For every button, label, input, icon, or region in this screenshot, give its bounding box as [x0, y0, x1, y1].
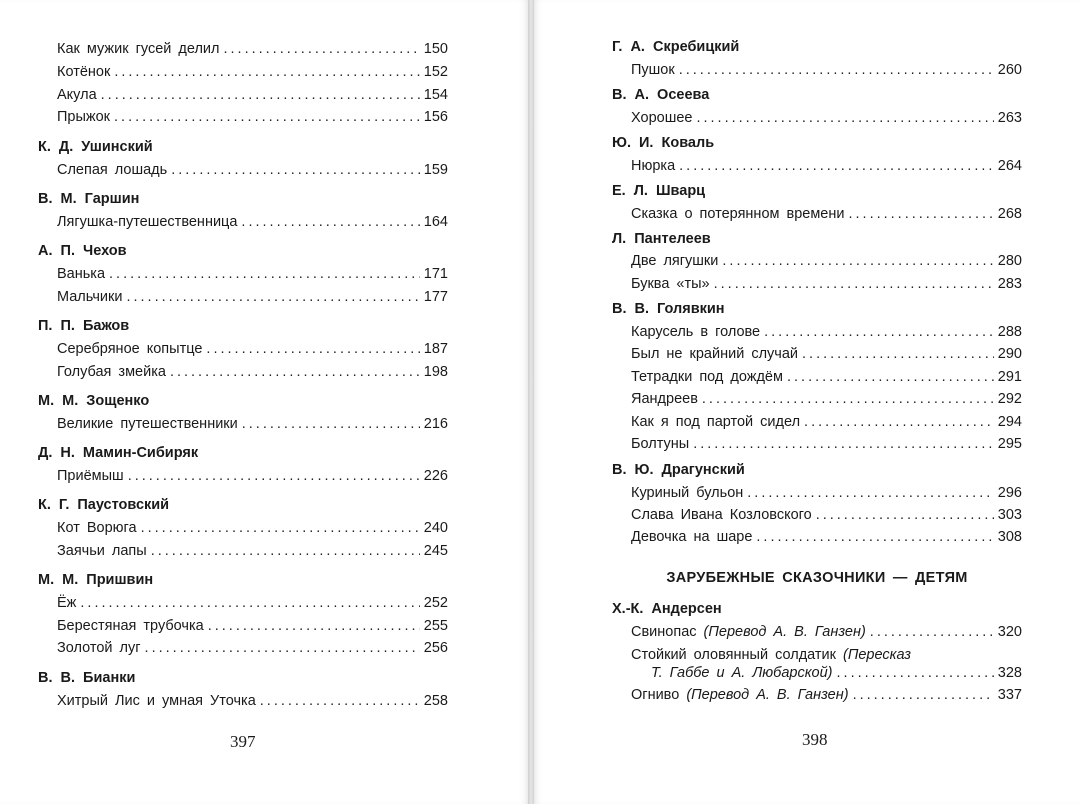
- toc-author-heading: А. П. Чехов: [38, 243, 127, 259]
- toc-entry-title: Котёнок: [57, 64, 111, 80]
- toc-entry-page: 156: [423, 109, 448, 125]
- toc-entry-title: Хитрый Лис и умная Уточка: [57, 693, 256, 709]
- toc-entry-page: 152: [423, 64, 448, 80]
- page-number: 397: [230, 732, 256, 751]
- toc-leader-dots: [145, 639, 420, 657]
- toc-entry-note: (Пересказ: [843, 647, 911, 663]
- toc-leader-dots: [128, 467, 420, 485]
- toc-leader-dots: [260, 692, 420, 710]
- toc-leader-dots: [696, 109, 993, 127]
- toc-entry-page: 258: [423, 693, 448, 709]
- toc-leader-dots: [870, 623, 994, 641]
- toc-entry: [57, 363, 448, 381]
- toc-entry-title: Берестяная трубочка: [57, 618, 204, 634]
- toc-leader-dots: [109, 265, 420, 283]
- toc-author-heading: П. П. Бажов: [38, 318, 130, 334]
- toc-entry: [57, 519, 448, 537]
- toc-entry-title: Девочка на шаре: [631, 529, 753, 545]
- toc-entry: [631, 157, 1022, 175]
- toc-entry: [57, 340, 448, 358]
- right-page: [534, 0, 1080, 804]
- toc-entry: [631, 252, 1022, 270]
- toc-entry-title-text: Огниво: [631, 687, 680, 703]
- toc-author-heading: Ю. И. Коваль: [612, 135, 715, 151]
- toc-entry-title: Слепая лошадь: [57, 162, 168, 178]
- toc-entry: [57, 86, 448, 104]
- toc-author-heading: Е. Л. Шварц: [612, 183, 706, 199]
- toc-entry: [57, 617, 448, 635]
- toc-author-heading: В. В. Бианки: [38, 670, 136, 686]
- toc-entry-title: Приёмыш: [57, 468, 124, 484]
- toc-entry: [631, 623, 1022, 641]
- toc-entry-title: Две лягушки: [631, 253, 719, 269]
- toc-entry-title: Акула: [57, 87, 97, 103]
- toc-entry-title-text: Свинопас: [631, 624, 697, 640]
- toc-entry-page: 256: [423, 640, 448, 656]
- toc-author-heading: К. Д. Ушинский: [38, 139, 153, 155]
- toc-entry: [631, 528, 1022, 546]
- toc-entry-title: Куриный бульон: [631, 485, 744, 501]
- toc-entry-page: 159: [423, 162, 448, 178]
- toc-entry: [57, 415, 448, 433]
- toc-author-heading: Х.-К. Андерсен: [612, 601, 722, 617]
- toc-entry-title: Пушок: [631, 62, 675, 78]
- toc-leader-dots: [787, 368, 994, 386]
- toc-leader-dots: [848, 205, 993, 223]
- toc-entry: [57, 467, 448, 485]
- toc-author-heading: Д. Н. Мамин-Сибиряк: [38, 445, 199, 461]
- toc-entry-page: 290: [997, 346, 1022, 362]
- toc-entry-page: 171: [423, 266, 448, 282]
- toc-entry-page: 187: [423, 341, 448, 357]
- toc-author-heading: М. М. Зощенко: [38, 393, 150, 409]
- toc-entry-page: 164: [423, 214, 448, 230]
- toc-leader-dots: [722, 252, 993, 270]
- toc-entry: [631, 323, 1022, 341]
- toc-entry-title: Мальчики: [57, 289, 123, 305]
- toc-leader-dots: [714, 275, 994, 293]
- toc-entry: [631, 205, 1022, 223]
- toc-entry: [57, 542, 448, 560]
- toc-leader-dots: [114, 63, 419, 81]
- toc-entry-page: 252: [423, 595, 448, 611]
- toc-entry-page: 268: [997, 206, 1022, 222]
- toc-entry-page: 283: [997, 276, 1022, 292]
- toc-author-heading: Г. А. Скребицкий: [612, 39, 740, 55]
- toc-entry-page: 263: [997, 110, 1022, 126]
- page-number: 398: [802, 730, 828, 749]
- toc-entry-page: 337: [997, 687, 1022, 703]
- toc-entry: [631, 275, 1022, 293]
- toc-author-heading: В. В. Голявкин: [612, 301, 725, 317]
- toc-entry-page: 216: [423, 416, 448, 432]
- toc-entry: [57, 213, 448, 231]
- toc-entry-line2: [631, 664, 1022, 682]
- toc-author-heading: В. Ю. Драгунский: [612, 462, 745, 478]
- toc-leader-dots: [679, 61, 994, 79]
- toc-leader-dots: [804, 413, 994, 431]
- toc-entry: [57, 639, 448, 657]
- toc-entry: [57, 265, 448, 283]
- toc-entry-page: 264: [997, 158, 1022, 174]
- toc-entry-title: Как мужик гусей делил: [57, 41, 220, 57]
- toc-author-heading: В. М. Гаршин: [38, 191, 140, 207]
- toc-entry: [57, 594, 448, 612]
- toc-entry-title: [631, 623, 866, 641]
- toc-leader-dots: [223, 40, 419, 58]
- toc-leader-dots: [101, 86, 420, 104]
- toc-entry: [631, 61, 1022, 79]
- toc-author-heading: В. А. Осеева: [612, 87, 710, 103]
- toc-entry-page: 198: [423, 364, 448, 380]
- toc-entry-page: 255: [423, 618, 448, 634]
- toc-leader-dots: [141, 519, 420, 537]
- toc-entry-page: 288: [997, 324, 1022, 340]
- toc-leader-dots: [747, 484, 994, 502]
- toc-entry-page: 177: [423, 289, 448, 305]
- toc-entry-title: Голубая змейка: [57, 364, 166, 380]
- toc-entry-page: 245: [423, 543, 448, 559]
- toc-entry: [631, 413, 1022, 431]
- toc-leader-dots: [241, 213, 419, 231]
- toc-entry-title: Лягушка-путешественница: [57, 214, 238, 230]
- toc-entry-title: Великие путешественники: [57, 416, 238, 432]
- toc-entry-page: 308: [997, 529, 1022, 545]
- toc-entry-page: 240: [423, 520, 448, 536]
- toc-leader-dots: [206, 340, 419, 358]
- toc-entry: [57, 40, 448, 58]
- toc-entry-title: Яандреев: [631, 391, 698, 407]
- toc-entry: [57, 63, 448, 81]
- toc-entry: [57, 288, 448, 306]
- toc-entry-title: Сказка о потерянном времени: [631, 206, 845, 222]
- toc-entry: [57, 161, 448, 179]
- toc-entry-page: 154: [423, 87, 448, 103]
- toc-leader-dots: [208, 617, 420, 635]
- toc-entry-title: Хорошее: [631, 110, 693, 126]
- toc-leader-dots: [702, 390, 994, 408]
- toc-leader-dots: [802, 345, 994, 363]
- toc-leader-dots: [764, 323, 994, 341]
- toc-entry-title: Серебряное копытце: [57, 341, 203, 357]
- toc-leader-dots: [171, 161, 420, 179]
- section-heading: ЗАРУБЕЖНЫЕ СКАЗОЧНИКИ — ДЕТЯМ: [666, 570, 968, 586]
- toc-author-heading: М. М. Пришвин: [38, 572, 154, 588]
- toc-entry-title: Заячьи лапы: [57, 543, 147, 559]
- toc-entry-title: Кот Ворюга: [57, 520, 137, 536]
- toc-entry: [57, 108, 448, 126]
- toc-entry-page: 292: [997, 391, 1022, 407]
- toc-entry-title-text: Стойкий оловянный солдатик: [631, 647, 836, 663]
- toc-entry-line1: [631, 646, 1022, 664]
- toc-entry-title: [631, 686, 849, 704]
- toc-entry-title: Нюрка: [631, 158, 676, 174]
- toc-entry-title: Слава Ивана Козловского: [631, 507, 812, 523]
- toc-leader-dots: [837, 664, 994, 682]
- toc-author-heading: Л. Пантелеев: [612, 231, 711, 247]
- toc-entry: [631, 646, 1022, 682]
- toc-entry-title: Был не крайний случай: [631, 346, 799, 362]
- toc-entry-title: Как я под партой сидел: [631, 414, 801, 430]
- toc-entry: [631, 484, 1022, 502]
- toc-entry: [631, 686, 1022, 704]
- toc-entry-page: 328: [997, 665, 1022, 681]
- toc-entry-title: Тетрадки под дождём: [631, 369, 783, 385]
- toc-entry: [631, 109, 1022, 127]
- toc-leader-dots: [853, 686, 994, 704]
- toc-leader-dots: [151, 542, 420, 560]
- toc-entry-page: 294: [997, 414, 1022, 430]
- toc-entry-title: Карусель в голове: [631, 324, 761, 340]
- toc-entry-page: 303: [997, 507, 1022, 523]
- toc-entry: [631, 368, 1022, 386]
- toc-entry-title: Прыжок: [57, 109, 111, 125]
- toc-entry-title: Ванька: [57, 266, 106, 282]
- toc-author-heading: К. Г. Паустовский: [38, 497, 170, 513]
- toc-entry-page: 291: [997, 369, 1022, 385]
- toc-entry-title: Ёж: [57, 595, 77, 611]
- toc-entry-title: Золотой луг: [57, 640, 141, 656]
- toc-leader-dots: [126, 288, 419, 306]
- toc-leader-dots: [816, 506, 994, 524]
- toc-entry-title: Буква «ты»: [631, 276, 710, 292]
- toc-entry-note: (Перевод А. В. Ганзен): [686, 687, 849, 703]
- toc-entry-page: 226: [423, 468, 448, 484]
- toc-entry: [57, 692, 448, 710]
- toc-entry-note: (Перевод А. В. Ганзен): [703, 624, 866, 640]
- toc-leader-dots: [80, 594, 419, 612]
- toc-entry-page: 295: [997, 436, 1022, 452]
- toc-leader-dots: [693, 435, 994, 453]
- toc-entry: [631, 345, 1022, 363]
- toc-entry-page: 280: [997, 253, 1022, 269]
- toc-entry-page: 260: [997, 62, 1022, 78]
- toc-leader-dots: [170, 363, 420, 381]
- left-page: [0, 0, 528, 804]
- toc-leader-dots: [679, 157, 994, 175]
- toc-entry-page: 320: [997, 624, 1022, 640]
- toc-entry: [631, 390, 1022, 408]
- toc-entry-page: 150: [423, 41, 448, 57]
- toc-leader-dots: [114, 108, 420, 126]
- toc-entry-title: Болтуны: [631, 436, 690, 452]
- toc-leader-dots: [242, 415, 420, 433]
- toc-entry-page: 296: [997, 485, 1022, 501]
- toc-entry: [631, 506, 1022, 524]
- toc-entry-note: Т. Габбе и А. Любарской): [651, 665, 833, 681]
- toc-leader-dots: [756, 528, 993, 546]
- toc-entry: [631, 435, 1022, 453]
